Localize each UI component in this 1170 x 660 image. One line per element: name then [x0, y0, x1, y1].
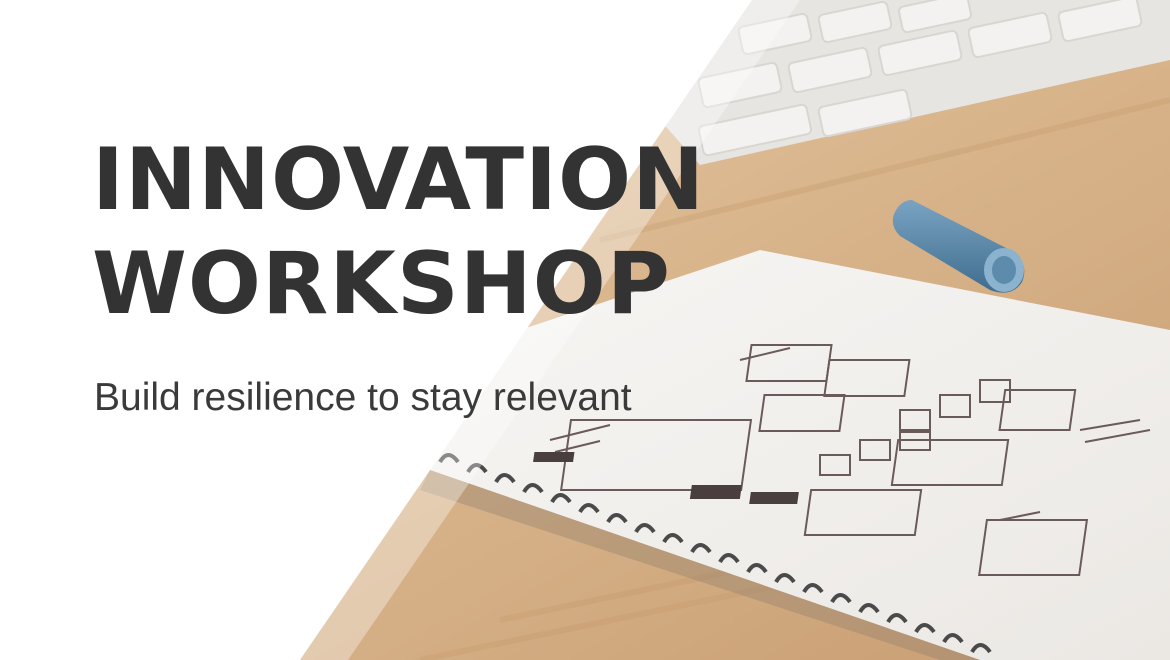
headline-block	[92, 128, 792, 422]
page-title	[92, 128, 792, 336]
title-line-2: WORKSHOP	[92, 234, 671, 334]
subtitle: Build resilience to stay relevant	[94, 376, 632, 419]
title-line-1: INNOVATION	[92, 130, 706, 230]
